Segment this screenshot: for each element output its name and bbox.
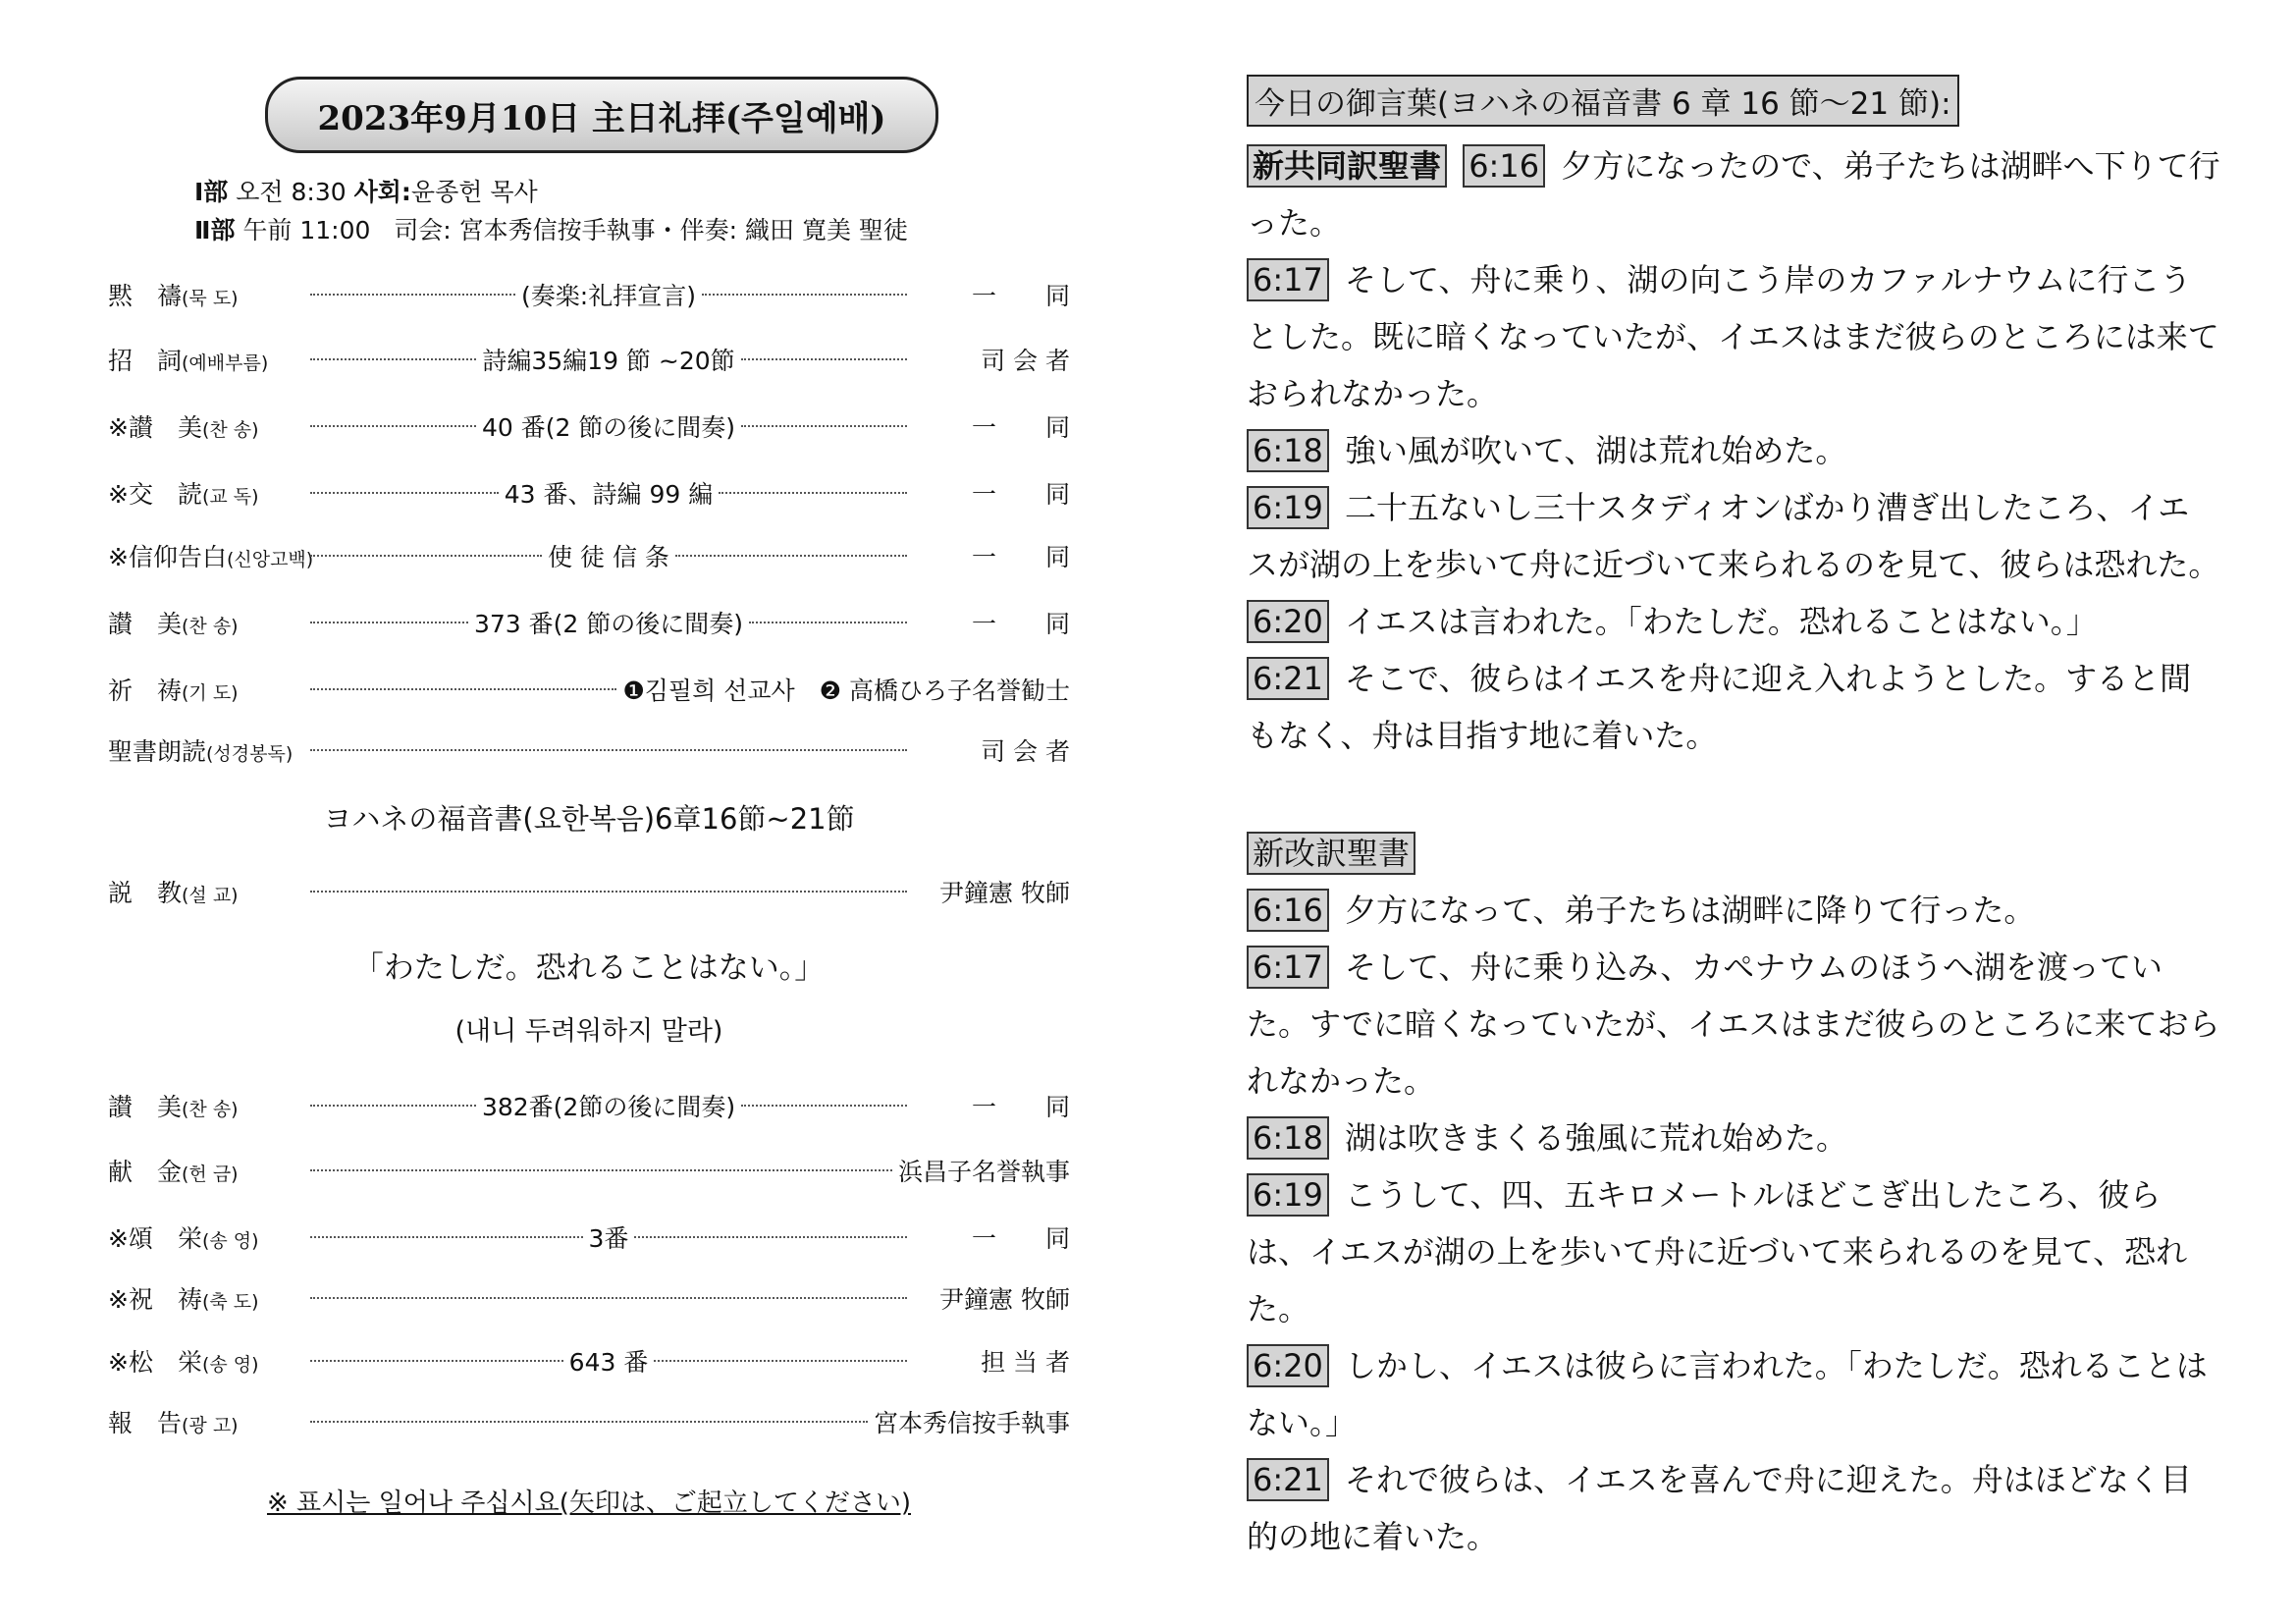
verse-item <box>1209 422 2220 479</box>
row-middle: 643 番 <box>568 1348 649 1377</box>
verse-text: イエスは言われた。「わたしだ。恐れることはない。」 <box>1345 603 2098 640</box>
order-row <box>108 1278 1070 1318</box>
row-label: 聖書朗読 <box>108 737 207 766</box>
version-label: 新改訳聖書 <box>1247 832 1415 875</box>
verse-number: 6:17 <box>1247 946 1329 989</box>
verse-number: 6:16 <box>1247 889 1329 932</box>
order-row <box>108 603 1070 642</box>
row-who: 一 同 <box>971 1224 1070 1253</box>
row-label: 黙 禱 <box>108 282 183 310</box>
row-label: ※頌 栄 <box>108 1224 202 1253</box>
row-label-ko: (송 영) <box>201 1354 259 1376</box>
verse-text: そして、舟に乗り込み、カペナウムのほうへ湖を渡っていた。すでに暗くなっていたが、イエスはまだ彼らのところに来ておられなかった。 <box>1247 948 2220 1100</box>
order-row <box>108 340 1070 379</box>
verse-item <box>1209 251 2220 422</box>
verse-text: そこで、彼らはイエスを舟に迎え入れようとした。すると間もなく、舟は目指す地に着いた。 <box>1247 660 2192 754</box>
order-row <box>108 731 1070 770</box>
verse-number: 6:16 <box>1463 144 1545 188</box>
verse-item <box>1209 939 2220 1110</box>
verse-item <box>1209 1166 2220 1337</box>
verse-number: 6:18 <box>1247 1116 1329 1160</box>
row-middle: 40 番(2 節の後に間奏) <box>481 413 736 442</box>
version-label: 新共同訳聖書 <box>1247 144 1447 188</box>
verse-block <box>1209 137 2220 764</box>
part1-line <box>194 173 538 208</box>
order-row <box>108 1151 1070 1190</box>
order-row <box>108 1402 1070 1441</box>
part2-host: 司会: 宮本秀信按手執事・伴奏: 織田 寛美 聖徒 <box>394 216 908 244</box>
order-row <box>108 1341 1070 1380</box>
reading-heading: 今日の御言葉(ヨハネの福音書 6 章 16 節～21 節): <box>1247 75 1959 127</box>
row-label: ※祝 祷 <box>108 1285 202 1314</box>
row-label: ※松 栄 <box>108 1348 202 1377</box>
order-row <box>108 275 1070 314</box>
row-label: 讃 美 <box>108 1093 183 1121</box>
row-label-ko: (광 고) <box>182 1415 239 1436</box>
row-who: 浜昌子名誉執事 <box>897 1158 1070 1186</box>
row-label-ko: (축 도) <box>201 1291 259 1313</box>
verse-text: 夕方になったので、弟子たちは湖畔へ下りて行った。 <box>1247 147 2220 242</box>
row-middle: 詩編35編19 節 ~20節 <box>482 347 735 375</box>
row-label-ko: (송 영) <box>201 1230 259 1252</box>
row-who: 尹鐘憲 牧師 <box>939 879 1070 907</box>
scripture-reference: ヨハネの福音書(요한복음)6章16節~21節 <box>323 802 855 836</box>
row-who: 一 同 <box>971 413 1070 442</box>
row-label-ko: (찬 송) <box>182 1099 239 1120</box>
row-who: 一 同 <box>972 1093 1071 1121</box>
verse-text: 夕方になって、弟子たちは湖畔に降りて行った。 <box>1345 892 2036 929</box>
row-label-ko: (기 도) <box>182 682 239 704</box>
sermon-title-korean: (내니 두려워하지 말라) <box>454 1016 723 1047</box>
row-middle: 373 番(2 節の後に間奏) <box>473 610 744 638</box>
version-heading <box>1209 825 2220 882</box>
row-label-ko: (교 독) <box>201 486 259 508</box>
order-row <box>108 406 1070 446</box>
row-label-ko: (설 교) <box>182 885 239 906</box>
row-label-ko: (헌 금) <box>182 1164 239 1185</box>
verse-item <box>1209 650 2220 764</box>
row-who: 司 会 者 <box>981 737 1070 766</box>
row-who: 一 同 <box>971 282 1070 310</box>
row-label: 献 金 <box>108 1158 183 1186</box>
row-who: 一 同 <box>971 610 1070 638</box>
verse-item <box>1209 882 2220 939</box>
row-who: 一 同 <box>971 480 1070 509</box>
part2-label: Ⅱ部 <box>194 216 236 244</box>
part1-host-label: 사회: <box>353 178 411 206</box>
verse-number: 6:19 <box>1247 486 1329 529</box>
part1-label: Ⅰ部 <box>194 178 229 206</box>
part1-time: 오전 8:30 <box>236 178 347 206</box>
row-label-ko: (예배부름) <box>182 352 269 374</box>
sermon-row <box>108 872 1070 911</box>
row-who: 担 当 者 <box>981 1348 1071 1377</box>
verse-text: 湖は吹きまくる強風に荒れ始めた。 <box>1345 1119 1848 1157</box>
row-label-ko: (찬 송) <box>182 616 239 637</box>
sermon-title: 「わたしだ。恐れることはない。」 <box>352 950 826 986</box>
order-row <box>108 1218 1070 1257</box>
verse-item <box>1209 137 2220 251</box>
row-who: 司 会 者 <box>981 347 1070 375</box>
row-label: 祈 祷 <box>108 677 183 705</box>
row-label: ※信仰告白 <box>108 543 227 571</box>
verse-item <box>1209 1451 2220 1565</box>
row-label: 説 教 <box>108 879 183 907</box>
verse-number: 6:18 <box>1247 429 1329 472</box>
verse-text: しかし、イエスは彼らに言われた。「わたしだ。恐れることはない。」 <box>1247 1347 2208 1441</box>
row-label: 讃 美 <box>108 610 183 638</box>
row-who: 尹鐘憲 牧師 <box>939 1285 1070 1314</box>
verse-text: こうして、四、五キロメートルほどこぎ出したころ、彼らは、イエスが湖の上を歩いて舟に近づいて来られるのを見て、恐れた。 <box>1247 1176 2188 1327</box>
verse-number: 6:19 <box>1247 1173 1329 1217</box>
row-middle: 43 番、詩編 99 編 <box>504 480 714 509</box>
row-label-ko: (찬 송) <box>201 419 259 441</box>
verse-number: 6:20 <box>1247 600 1329 643</box>
row-who: ❶김필희 선교사 ❷ 高橋ひろ子名誉勧士 <box>622 677 1070 705</box>
verse-item <box>1209 1110 2220 1166</box>
verse-number: 6:21 <box>1247 1458 1329 1501</box>
row-label-ko: (성경봉독) <box>206 743 294 765</box>
order-row <box>108 473 1070 513</box>
verse-text: 二十五ないし三十スタディオンばかり漕ぎ出したころ、イエスが湖の上を歩いて舟に近づいて来られるのを見て、彼らは恐れた。 <box>1247 489 2220 583</box>
row-label: 招 詞 <box>108 347 183 375</box>
row-label: 報 告 <box>108 1409 183 1437</box>
verse-text: 強い風が吹いて、湖は荒れ始めた。 <box>1345 432 1847 469</box>
row-who: 一 同 <box>971 543 1070 571</box>
order-row <box>108 536 1070 575</box>
part1-host: 윤종헌 목사 <box>410 178 538 206</box>
row-label: ※交 読 <box>108 480 202 509</box>
verse-number: 6:21 <box>1247 657 1329 700</box>
verse-text: そして、舟に乗り、湖の向こう岸のカファルナウムに行こうとした。既に暗くなっていたが、イエスはまだ彼らのところには来ておられなかった。 <box>1247 261 2219 412</box>
service-title: 2023年9月10日 主日礼拝(주일예배) <box>265 77 938 153</box>
verse-text: それで彼らは、イエスを喜んで舟に迎えた。舟はほどなく目的の地に着いた。 <box>1247 1461 2192 1555</box>
standing-note: ※ 표시는 일어나 주십시요(矢印は、ご起立してください) <box>266 1489 912 1518</box>
row-middle: (奏楽:礼拝宣言) <box>521 282 696 310</box>
row-middle: 3番 <box>588 1224 629 1253</box>
part2-line <box>194 211 908 246</box>
verse-number: 6:17 <box>1247 258 1329 301</box>
order-row <box>108 1086 1070 1125</box>
order-row <box>108 670 1070 709</box>
row-middle: 使 徒 信 条 <box>548 543 669 571</box>
verse-item <box>1209 479 2220 593</box>
row-label-ko: (신앙고백) <box>226 549 314 570</box>
row-middle: 382番(2節の後に間奏) <box>481 1093 736 1121</box>
verse-item <box>1209 593 2220 650</box>
row-label: ※讃 美 <box>108 413 202 442</box>
row-who: 宮本秀信按手執事 <box>873 1409 1070 1437</box>
verse-item <box>1209 1337 2220 1451</box>
row-label-ko: (묵 도) <box>182 288 239 309</box>
part2-time: 午前 11:00 <box>242 216 371 244</box>
verse-number: 6:20 <box>1247 1344 1329 1387</box>
verse-block <box>1209 825 2220 1565</box>
